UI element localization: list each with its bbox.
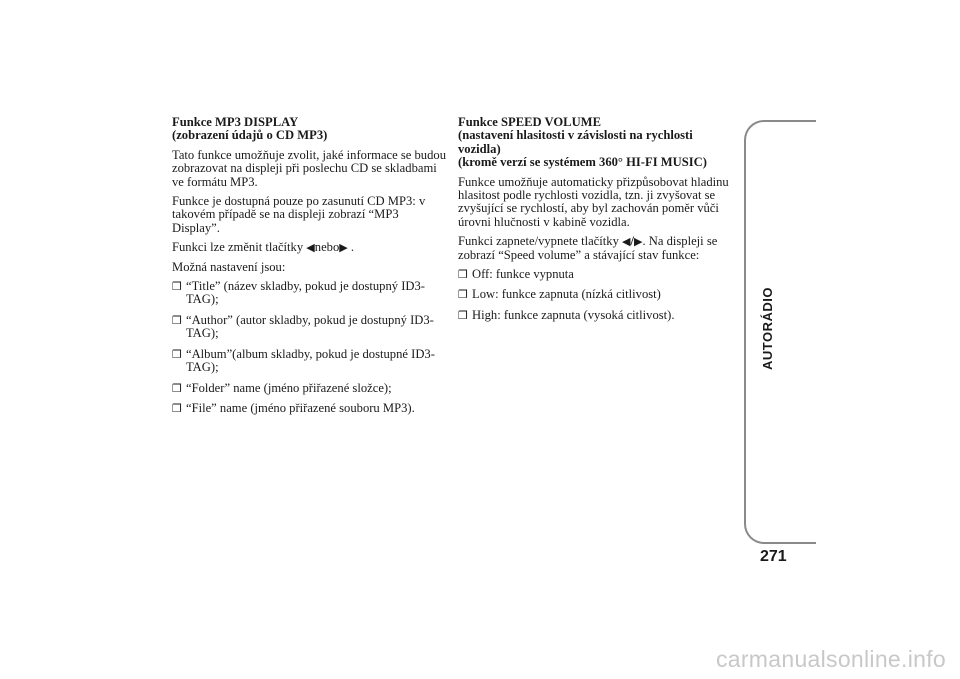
list-item: [172, 280, 448, 307]
heading-line: (nastavení hlasitosti v závislosti na rychlosti vozidla): [458, 128, 693, 156]
states-list: [458, 268, 730, 322]
checkbox-bullet-icon: ❒: [172, 347, 182, 361]
left-column: [172, 116, 448, 422]
section-label: AUTORÁDIO: [760, 287, 775, 370]
checkbox-bullet-icon: ❒: [458, 308, 468, 322]
checkbox-bullet-icon: ❒: [172, 280, 182, 294]
paragraph: [172, 241, 448, 254]
list-item: [172, 402, 448, 415]
right-column: [458, 116, 730, 329]
page-number: 271: [760, 548, 787, 565]
list-item-text: Off: funkce vypnuta: [472, 267, 574, 282]
list-item-text: Low: funkce zapnuta (nízká citlivost): [472, 287, 661, 302]
paragraph: Funkce umožňuje automaticky přizpůsobovat hladinu hlasitost podle rychlosti vozidla, tzn. ji zvyšovat se zvyšující se rychlostí, aby byl zachován poměr vůči úrovni hlučnosti v kabině vozidla.: [458, 174, 729, 229]
checkbox-bullet-icon: ❒: [172, 313, 182, 327]
heading-line: Funkce MP3 DISPLAY: [172, 115, 299, 129]
list-item: [458, 309, 730, 322]
checkbox-bullet-icon: ❒: [172, 381, 182, 395]
list-item: [458, 268, 730, 281]
paragraph: [458, 235, 730, 262]
list-item-text: “Folder” name (jméno přiřazené složce);: [186, 380, 392, 395]
list-item-text: “Album”(album skladby, pokud je dostupné ID3-TAG);: [186, 346, 435, 375]
list-item-text: “Author” (autor skladby, pokud je dostupný ID3-TAG);: [186, 312, 434, 341]
list-item-text: “Title” (název skladby, pokud je dostupný ID3-TAG);: [186, 279, 426, 307]
list-item: [172, 348, 448, 375]
section-tab-border: [744, 120, 816, 544]
checkbox-bullet-icon: ❒: [172, 401, 182, 415]
arrow-left-icon: ◀: [306, 241, 315, 255]
list-item: [172, 314, 448, 341]
settings-list: [172, 280, 448, 415]
list-item-text: “File” name (jméno přiřazené souboru MP3).: [186, 400, 415, 415]
heading-line: (zobrazení údajů o CD MP3): [172, 128, 328, 143]
text-fragment: Funkci lze změnit tlačítky: [172, 240, 307, 255]
paragraph: Možná nastavení jsou:: [172, 259, 286, 274]
checkbox-bullet-icon: ❒: [458, 288, 468, 302]
list-item: [458, 288, 730, 301]
list-item: [172, 382, 448, 395]
arrow-right-icon: ▶: [634, 235, 643, 249]
speed-volume-heading: [458, 116, 730, 170]
slash-separator: /: [630, 234, 634, 249]
paragraph: Tato funkce umožňuje zvolit, jaké informace se budou zobrazovat na displeji při poslechu CD se skladbami ve formátu MP3.: [172, 147, 446, 189]
arrow-right-icon: ▶: [339, 241, 348, 255]
checkbox-bullet-icon: ❒: [458, 268, 468, 282]
text-fragment: .: [350, 240, 355, 255]
heading-line: (kromě verzí se systémem 360° HI-FI MUSIC): [458, 155, 707, 170]
watermark: carmanualsonline.info: [715, 646, 946, 672]
mp3-display-heading: [172, 116, 448, 143]
heading-line: Funkce SPEED VOLUME: [458, 115, 601, 129]
paragraph: Funkce je dostupná pouze po zasunutí CD MP3: v takovém případě se na displeji zobrazí “MP3 Display”.: [172, 194, 426, 235]
arrow-left-icon: ◀: [622, 235, 631, 249]
text-fragment: . Na displeji se zobrazí “Speed volume” a stávající stav funkce:: [458, 234, 718, 262]
text-fragment: nebo: [314, 240, 340, 255]
list-item-text: High: funkce zapnuta (vysoká citlivost).: [472, 307, 675, 322]
text-fragment: Funkci zapnete/vypnete tlačítky: [458, 234, 619, 249]
